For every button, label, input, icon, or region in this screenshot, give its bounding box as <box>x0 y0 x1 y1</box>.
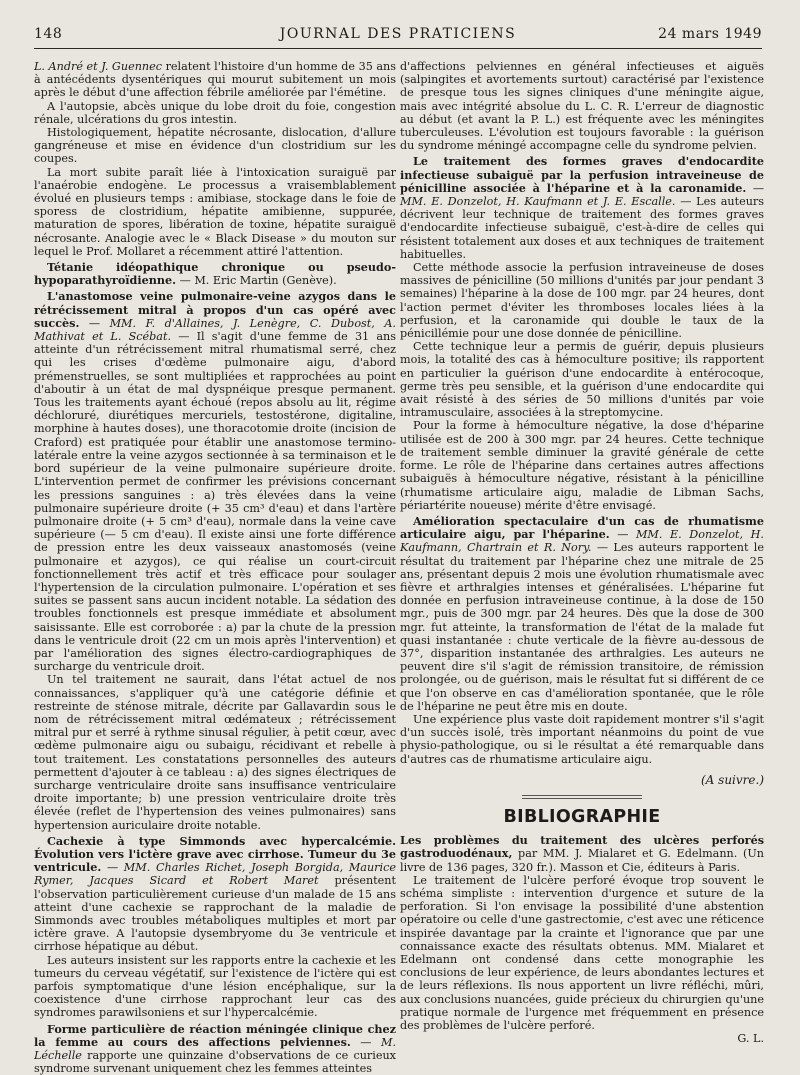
article-cachexie: Cachexie à type Simmonds avec hypercalcémie. Évolution vers l'ictère grave avec cirrhose. Tumeur du 3e ventricule. — MM. Charles Richet, Joseph Borgida, Maurice Rymer, Jacques Sicard et Robert Maret présentent l'observation particulièrement curieuse d'un malade de 15 ans atteint d'une cachexie se rapprochant de la maladie de Simmonds avec troubles métaboliques multiples et mort par ictère grave. A l'autopsie dysembryome du 3e ventricule et cirrhose hépatique au début. <box>34 833 396 954</box>
issue-date: 24 mars 1949 <box>658 26 762 42</box>
paragraph: La mort subite paraît liée à l'intoxication suraiguë par l'anaérobie endogène. Le processus a vraisemblablement évolué en plusieurs temps : amibiase, stockage dans le foie de sporess de clostridium, hépatite amibienne, suppurée, maturation de spores, libération de toxine, hépatite suraiguë nécrosante. Analogie avec le « Black Disease » du mouton sur lequel le Prof. Mollaret a récemment attiré l'attention. <box>34 165 396 258</box>
header-rule <box>34 48 762 49</box>
section-separator <box>522 795 642 799</box>
paragraph: Cette méthode associe la perfusion intraveineuse de doses massives de pénicilline (50 millions d'unités par jour pendant 3 semaines) l'héparine à la dose de 100 mgr. par 24 heures, dont l'action permet d'éviter les thromboses locales liées à la perfusion, et la caronamide qui double le taux de la pénicillémie pour une dose donnée de pénicilline. <box>400 261 764 341</box>
journal-title: JOURNAL DES PRATICIENS <box>279 26 517 42</box>
article-anastomose: L'anastomose veine pulmonaire-veine azygos dans le rétrécissement mitral à propos d'un cas opéré avec succès. — MM. F. d'Allaines, J. Lenègre, C. Dubost, A. Mathivat et L. Scébat. — Il s'agit d'une femme de 31 ans atteinte d'un rétrécissement mitral rhumatismal serré, chez qui les crises d'œdème pulmonaire aigu, d'abord prémenstruelles, se sont multipliées et rapprochées au point d'aboutir à un état de mal dyspnéique presque permanent. Tous les traitements ayant échoué (repos absolu au lit, régime déchloruré, diurétiques mercuriels, testostérone, digitaline, morphine à hautes doses), une thoracotomie droite (incision de Craford) est pratiquée pour établir une anastomose termino-latérale entre la veine azygos sectionnée à sa terminaison et le bord supérieur de la veine pulmonaire supérieure droite. L'intervention permet de confirmer les prévisions concernant les pressions sanguines : a) très élevées dans la veine pulmonaire supérieure droite (+ 35 cm³ d'eau) et dans l'artère pulmonaire droite (+ 5 cm³ d'eau), normale dans la veine cave supérieure (— 5 cm d'eau). Il existe ainsi une forte différence de pression entre les deux vaisseaux anastomosés (veine pulmonaire et azygos), ce qui réalise un court-circuit fonctionnellement très actif et très efficace pour soulager l'hypertension de la circulation pulmonaire. L'opération et ses suites se passent sans aucun incident notable. La sédation des troubles fonctionnels est presque immédiate et absolument saisissante. Elle est corroborée : a) par la chute de la pression dans le ventricule droit (22 cm un mois après l'intervention) et par l'amélioration des signes électro-cardiographiques de surcharge du ventricule droit. <box>34 289 396 674</box>
paragraph: Une expérience plus vaste doit rapidement montrer s'il s'agit d'un succès isolé, très important néanmoins du point de vue physio-pathologique, ou si le résultat a été remarquable dans d'autres cas de rhumatisme articulaire aigu. <box>400 712 764 766</box>
left-column <box>34 60 396 1075</box>
paragraph: Les auteurs insistent sur les rapports entre la cachexie et les tumeurs du cerveau végétatif, sur l'existence de l'ictère qui est parfois symptomatique d'une lésion encéphalique, sur la coexistence d'une cirrhose rapprochant leur cas des syndromes parawilsoniens et sur l'hypercalcémie. <box>34 953 396 1020</box>
a-suivre: (A suivre.) <box>701 772 764 787</box>
page-number: 148 <box>34 26 63 42</box>
paragraph: d'affections pelviennes en général infectieuses et aiguës (salpingites et avortements surtout) caractérisé par l'existence de presque tous les signes cliniques d'une méningite aigue, mais avec intégrité absolue du L. C. R. L'erreur de diagnostic au début (et avant la P. L.) est fréquente avec les méningites tuberculeuses. L'évolution est toujours favorable : la guérison du syndrome méningé accompagne celle du syndrome pelvien. <box>400 60 764 153</box>
article-forme-particuliere: Forme particulière de réaction méningée clinique chez la femme au cours des affections pelviennes. — M. Léchelle rapporte une quinzaine d'observations de ce curieux syndrome survenant uniquement chez les femmes atteintes <box>34 1021 396 1075</box>
article-andre-guennec: L. André et J. Guennec relatent l'histoire d'un homme de 35 ans à antécédents dysentériques qui mourut subitement un mois après le début d'une affection fébrile améliorée par l'émétine. <box>34 60 396 100</box>
right-column <box>400 60 764 1045</box>
paragraph: Pour la forme à hémoculture négative, la dose d'héparine utilisée est de 200 à 300 mgr. par 24 heures. Cette technique de traitement semble diminuer la gravité générale de cette forme. Le rôle de l'héparine dans certaines autres affections subaiguës à hémoculture négative, résistant à la pénicilline (rhumatisme articulaire aigu, maladie de Libman Sachs, périartérite noueuse) mérite d'être envisagé. <box>400 419 764 512</box>
page-header <box>34 26 762 48</box>
biblio-entry: Les problèmes du traitement des ulcères perforés gastroduodénaux, par MM. J. Mialaret et G. Edelmann. (Un livre de 136 pages, 320 fr.). Masson et Cie, éditeurs à Paris. <box>400 833 764 874</box>
paragraph: Cette technique leur a permis de guérir, depuis plusieurs mois, la totalité des cas à hémoculture positive; ils rapportent en particulier la guérison d'une endocardite à entérocoque, germe très peu sensible, et la guérison d'une endocardite qui avait résisté à des séries de 50 millions d'unités par voie intramusculaire, associées à la streptomycine. <box>400 340 764 420</box>
paragraph: Un tel traitement ne saurait, dans l'état actuel de nos connaissances, s'appliquer qu'à une catégorie définie et restreinte de sténose mitrale, décrite par Gallavardin sous le nom de rétrécissement mitral œdémateux ; rétrécissement mitral pur et serré à rythme sinusal régulier, à petit cœur, avec œdème pulmonaire aigu ou subaigu, récidivant et rebelle à tout traitement. Les constatations personnelles des auteurs permettent d'ajouter à ce tableau : a) des signes électriques de surcharge ventriculaire droite sans insuffisance ventriculaire droite importante; b) une pression ventriculaire droite très élevée (reflet de l'hypertension des veines pulmonaires) sans hypertension auriculaire droite notable. <box>34 673 396 832</box>
article-tetanie: Tétanie idéopathique chronique ou pseudo-hypoparathyroïdienne. — M. Eric Martin (Genève). <box>34 260 396 288</box>
bibliographie-heading: BIBLIOGRAPHIE <box>503 806 661 827</box>
article-traitement-endocardite: Le traitement des formes graves d'endocardite infectieuse subaiguë par la perfusion intraveineuse de pénicilline associée à l'héparine et à la caronamide. — MM. E. Donzelot, H. Kaufmann et J. E. Escalle. — Les auteurs décrivent leur technique de traitement des formes graves d'endocardite infectieuse subaiguë, c'est-à-dire de celles qui résistent totalement aux doses et aux techniques de traitement habituelles. <box>400 154 765 261</box>
article-amelioration: Amélioration spectaculaire d'un cas de rhumatisme articulaire aigu, par l'héparine. — MM. E. Donzelot, H. Kaufmann, Chartrain et R. Nory. — Les auteurs rapportent le résultat du traitement par l'héparine chez une mitrale de 25 ans, présentant depuis 2 mois une évolution rhumatismale avec fièvre et arthralgies intenses et généralisées. L'héparine fut donnée en perfusion intraveineuse continue, à la dose de 150 mgr., puis de 300 mgr. par 24 heures. Dès que la dose de 300 mgr. fut atteinte, la transformation de l'état de la malade fut quasi instantanée : chute verticale de la fièvre au-dessous de 37°, disparition instantanée des arthralgies. Les auteurs ne peuvent dire s'il s'agit de rémission transitoire, de rémission prolongée, ou de guérison, mais le résultat fut si différent de ce que l'on observe en cas d'amélioration spontanée, que le rôle de l'héparine ne peut être mis en doute. <box>400 513 764 713</box>
signature: G. L. <box>737 1032 764 1046</box>
paragraph: Le traitement de l'ulcère perforé évoque trop souvent le schéma simpliste : intervention d'urgence et suture de la perforation. Si l'on envisage la possibilité d'une abstention opératoire ou celle d'une gastrectomie, c'est avec une réticence inspirée davantage par la crainte et l'ignorance que par une connaissance exacte des résultats obtenus. MM. Mialaret et Edelmann ont condensé dans cette monographie les conclusions de leur expérience, de leurs abondantes lectures et de leurs réflexions. Ils nous apportent un livre réfléchi, mûri, aux conclusions nuancées, guide précieux du chirurgien qu'une pratique normale de l'urgence met fréquemment en présence des problèmes de l'ulcère perforé. <box>400 873 764 1033</box>
paragraph: Histologiquement, hépatite nécrosante, dislocation, d'allure gangréneuse et mise en évidence d'un clostridium sur les coupes. <box>34 126 396 166</box>
paragraph: A l'autopsie, abcès unique du lobe droit du foie, congestion rénale, ulcérations du gros intestin. <box>34 99 396 126</box>
